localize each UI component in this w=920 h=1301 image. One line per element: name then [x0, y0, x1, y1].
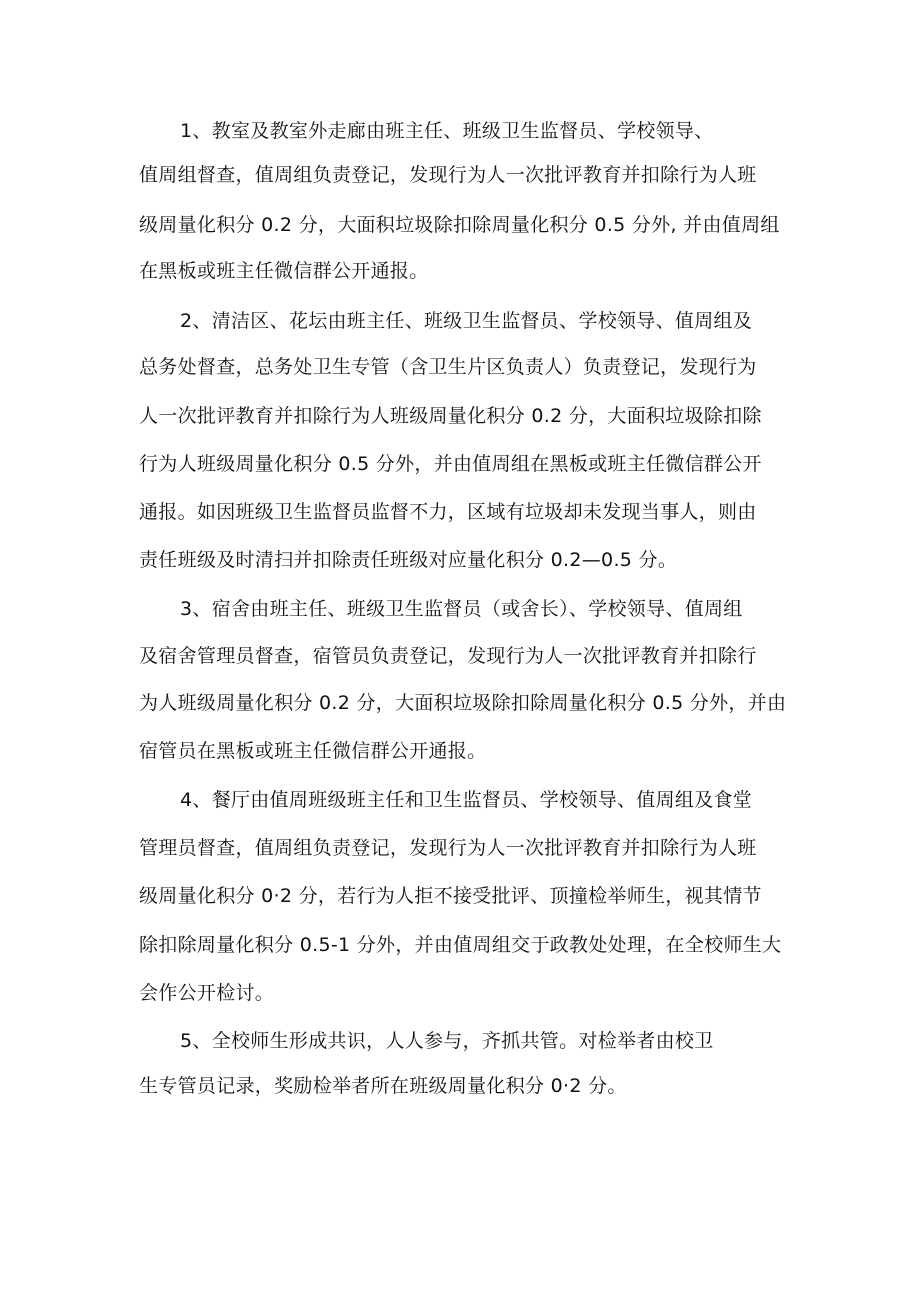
text-line: 1、教室及教室外走廊由班主任、班级卫生监督员、学校领导、 [180, 120, 714, 142]
text-line: 级周量化积分 0·2 分，若行为人拒不接受批评、顶撞检举师生，视其情节 [139, 885, 762, 907]
text-line: 级周量化积分 0.2 分，大面积垃圾除扣除周量化积分 0.5 分外, 并由值周组 [139, 214, 780, 236]
text-line: 值周组督查，值周组负责登记，发现行为人一次批评教育并扣除行为人班 [139, 164, 757, 186]
text-line: 在黑板或班主任微信群公开通报。 [139, 260, 429, 282]
text-line: 生专管员记录，奖励检举者所在班级周量化积分 0·2 分。 [139, 1075, 627, 1097]
text-line: 管理员督查，值周组负责登记，发现行为人一次批评教育并扣除行为人班 [139, 837, 757, 859]
text-line: 会作公开检讨。 [139, 982, 275, 1004]
text-line: 及宿舍管理员督查，宿管员负责登记，发现行为人一次批评教育并扣除行 [139, 645, 757, 667]
text-line: 3、宿舍由班主任、班级卫生监督员（或舍长）、学校领导、值周组 [180, 598, 743, 620]
text-line: 5、全校师生形成共识，人人参与，齐抓共管。对检举者由校卫 [180, 1030, 714, 1052]
text-line: 行为人班级周量化积分 0.5 分外，并由值周组在黑板或班主任微信群公开 [139, 453, 762, 475]
text-line: 为人班级周量化积分 0.2 分，大面积垃圾除扣除周量化积分 0.5 分外，并由 [139, 692, 787, 714]
text-line: 宿管员在黑板或班主任微信群公开通报。 [139, 740, 487, 762]
text-line: 人一次批评教育并扣除行为人班级周量化积分 0.2 分，大面积垃圾除扣除 [139, 405, 762, 427]
text-line: 责任班级及时清扫并扣除责任班级对应量化积分 0.2—0.5 分。 [139, 549, 678, 571]
text-line: 总务处督查，总务处卫生专管（含卫生片区负责人）负责登记，发现行为 [139, 356, 757, 378]
text-line: 除扣除周量化积分 0.5-1 分外，并由值周组交于政教处处理，在全校师生大 [139, 934, 782, 956]
text-line: 通报。如因班级卫生监督员监督不力，区域有垃圾却未发现当事人，则由 [139, 501, 757, 523]
text-line: 4、餐厅由值周班级班主任和卫生监督员、学校领导、值周组及食堂 [180, 789, 753, 811]
text-line: 2、清洁区、花坛由班主任、班级卫生监督员、学校领导、值周组及 [180, 310, 753, 332]
